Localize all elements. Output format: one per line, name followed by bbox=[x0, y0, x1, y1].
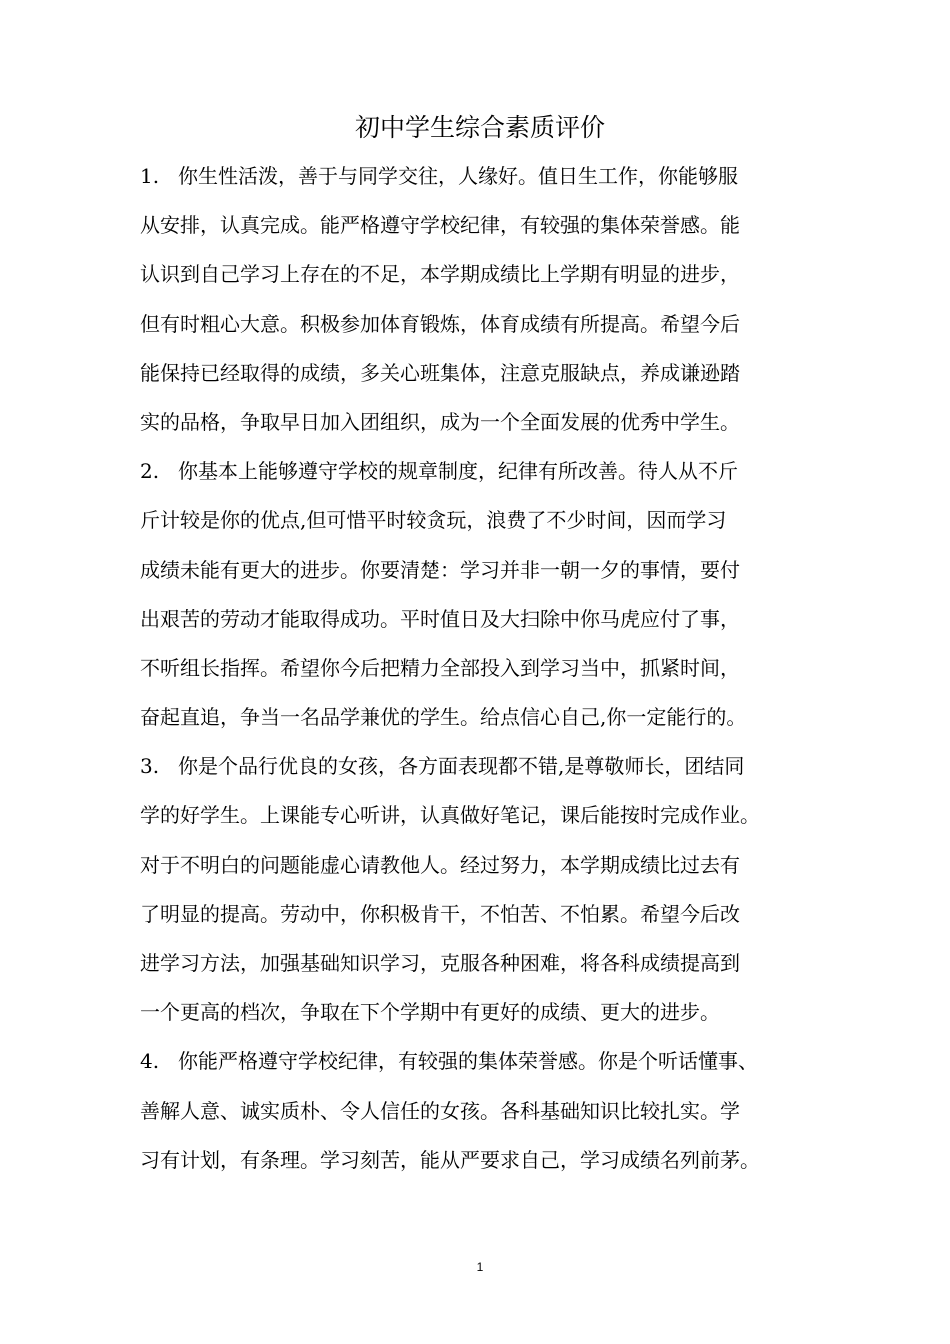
paragraph-2-line-2: 斤计较是你的优点,但可惜平时较贪玩，浪费了不少时间，因而学习 bbox=[140, 508, 727, 533]
paragraph-4-line-1 bbox=[140, 1037, 840, 1086]
paragraph-2-line-5: 不听组长指挥。希望你今后把精力全部投入到学习当中，抓紧时间， bbox=[140, 655, 740, 680]
paragraph-3-line-3: 对于不明白的问题能虚心请教他人。经过努力，本学期成绩比过去有 bbox=[140, 852, 740, 877]
paragraph-1-text-1: 你生性活泼，善于与同学交往，人缘好。值日生工作，你能够服 bbox=[178, 164, 738, 188]
paragraph-2-text-1: 你基本上能够遵守学校的规章制度，纪律有所改善。待人从不斤 bbox=[178, 459, 738, 484]
paragraph-3-line-6: 一个更高的档次，争取在下个学期中有更好的成绩、更大的进步。 bbox=[140, 1000, 720, 1025]
paragraph-1-line-5: 能保持已经取得的成绩，多关心班集体，注意克服缺点，养成谦逊踏 bbox=[140, 360, 740, 385]
paragraph-1-line-3: 认识到自己学习上存在的不足，本学期成绩比上学期有明显的进步， bbox=[140, 262, 740, 287]
paragraph-2-line-6: 奋起直追，争当一名品学兼优的学生。给点信心自己,你一定能行的。 bbox=[140, 705, 747, 730]
paragraph-4-line-2: 善解人意、诚实质朴、令人信任的女孩。各科基础知识比较扎实。学 bbox=[140, 1098, 740, 1123]
paragraph-3-line-5: 进学习方法，加强基础知识学习，克服各种困难，将各科成绩提高到 bbox=[140, 951, 740, 975]
paragraph-1-line-4: 但有时粗心大意。积极参加体育锻炼，体育成绩有所提高。希望今后 bbox=[140, 311, 740, 336]
paragraph-3-text-1: 你是个品行优良的女孩，各方面表现都不错,是尊敬师长，团结同 bbox=[178, 754, 745, 779]
paragraph-1-line-1 bbox=[140, 152, 840, 201]
paragraph-2-line-4: 出艰苦的劳动才能取得成功。平时值日及大扫除中你马虎应付了事， bbox=[140, 606, 740, 631]
paragraph-2-line-3: 成绩未能有更大的进步。你要清楚：学习并非一朝一夕的事情，要付 bbox=[140, 557, 740, 582]
paragraph-2-line-1 bbox=[140, 447, 840, 496]
paragraph-1-line-2: 从安排，认真完成。能严格遵守学校纪律，有较强的集体荣誉感。能 bbox=[140, 213, 740, 238]
paragraph-4-number: 4. bbox=[140, 1049, 160, 1074]
paragraph-3-line-2: 学的好学生。上课能专心听讲，认真做好笔记，课后能按时完成作业。 bbox=[140, 803, 760, 828]
document-title: 初中学生综合素质评价 bbox=[354, 113, 605, 142]
page-number: 1 bbox=[476, 1260, 484, 1274]
paragraph-4-line-3: 习有计划，有条理。学习刻苦，能从严要求自己，学习成绩名列前茅。 bbox=[140, 1147, 760, 1172]
paragraph-3-line-4: 了明显的提高。劳动中，你积极肯干，不怕苦、不怕累。希望今后改 bbox=[140, 901, 740, 926]
document-body bbox=[140, 152, 840, 1185]
paragraph-3-number: 3. bbox=[140, 754, 160, 779]
paragraph-1-number: 1. bbox=[140, 164, 160, 188]
paragraph-4-text-1: 你能严格遵守学校纪律，有较强的集体荣誉感。你是个听话懂事、 bbox=[178, 1049, 758, 1074]
paragraph-1-line-6: 实的品格，争取早日加入团组织，成为一个全面发展的优秀中学生。 bbox=[140, 409, 740, 434]
paragraph-3-line-1 bbox=[140, 742, 840, 791]
paragraph-2-number: 2. bbox=[140, 459, 160, 484]
